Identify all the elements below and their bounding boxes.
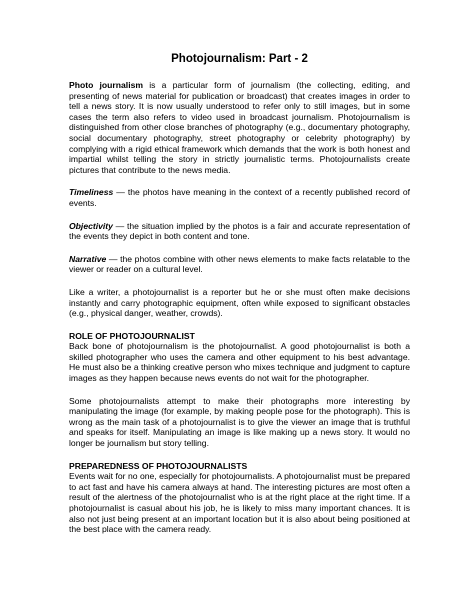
page-title: Photojournalism: Part - 2 xyxy=(171,53,308,65)
preparedness-paragraph: Events wait for no one, especially for photojournalists. A photojournalist must be prepared to act fast and have his camera always at hand. The interesting pictures are most often a result of the alertness of the photojournalist who is at the right place at the right time. If a photojournalist is casual about his job, he is likely to miss many important chances. It is also not just being present at an important location but it is also about being positioned at the best place with the camera ready. xyxy=(69,471,410,535)
definition-narrative xyxy=(69,254,410,275)
role-paragraph-1: Back bone of photojournalism is the photojournalist. A good photojournalist is both a skilled photographer who uses the camera and other equipment to his best advantage. He must also be a thinking creative person who mixes technique and judgment to capture images as they happen because news events do not wait for the photographer. xyxy=(69,341,410,384)
writer-paragraph: Like a writer, a photojournalist is a reporter but he or she must often make decisions instantly and carry photographic equipment, often while exposed to significant obstacles (e.g., physical danger, weather, crowds). xyxy=(69,286,410,319)
definition-objectivity xyxy=(69,221,410,242)
definition-term: Objectivity xyxy=(69,220,113,231)
definition-term: Timeliness xyxy=(69,187,114,198)
intro-lead-term: Photo journalism xyxy=(69,80,144,90)
role-heading: ROLE OF PHOTOJOURNALIST xyxy=(69,330,195,341)
definition-text: — the photos combine with other news elements to make facts relatable to the viewer or reader on a cultural level. xyxy=(69,253,410,275)
role-paragraph-2: Some photojournalists attempt to make their photographs more interesting by manipulating the image (for example, by making people pose for the photograph). This is wrong as the main task of a photojournalist is to give the viewer an image that is truthful and speaks for itself. Manipulating an image is like making up a news story. It would no longer be journalism but story telling. xyxy=(69,395,410,449)
definition-text: — the photos have meaning in the context of a recently published record of events. xyxy=(69,187,410,208)
preparedness-heading: PREPAREDNESS OF PHOTOJOURNALISTS xyxy=(69,460,248,471)
definition-timeliness xyxy=(69,187,410,208)
intro-text: is a particular form of journalism (the collecting, editing, and presenting of news material for publication or broadcast) that creates images in order to tell a news story. It is now usually understood to refer only to still images, but in some cases the term also refers to video used in broadcast journalism. Photojournalism is distinguished from other close branches of photography (e.g., documentary photography, social documentary photography, street photography or celebrity photography) by complying with a rigid ethical framework which demands that the work is both honest and impartial whilst telling the story in strictly journalistic terms. Photojournalists create pictures that contribute to the news media. xyxy=(69,80,411,175)
definition-term: Narrative xyxy=(69,253,107,264)
intro-paragraph xyxy=(69,80,410,175)
definition-text: — the situation implied by the photos is a fair and accurate representation of the events they depict in both content and tone. xyxy=(69,220,410,242)
